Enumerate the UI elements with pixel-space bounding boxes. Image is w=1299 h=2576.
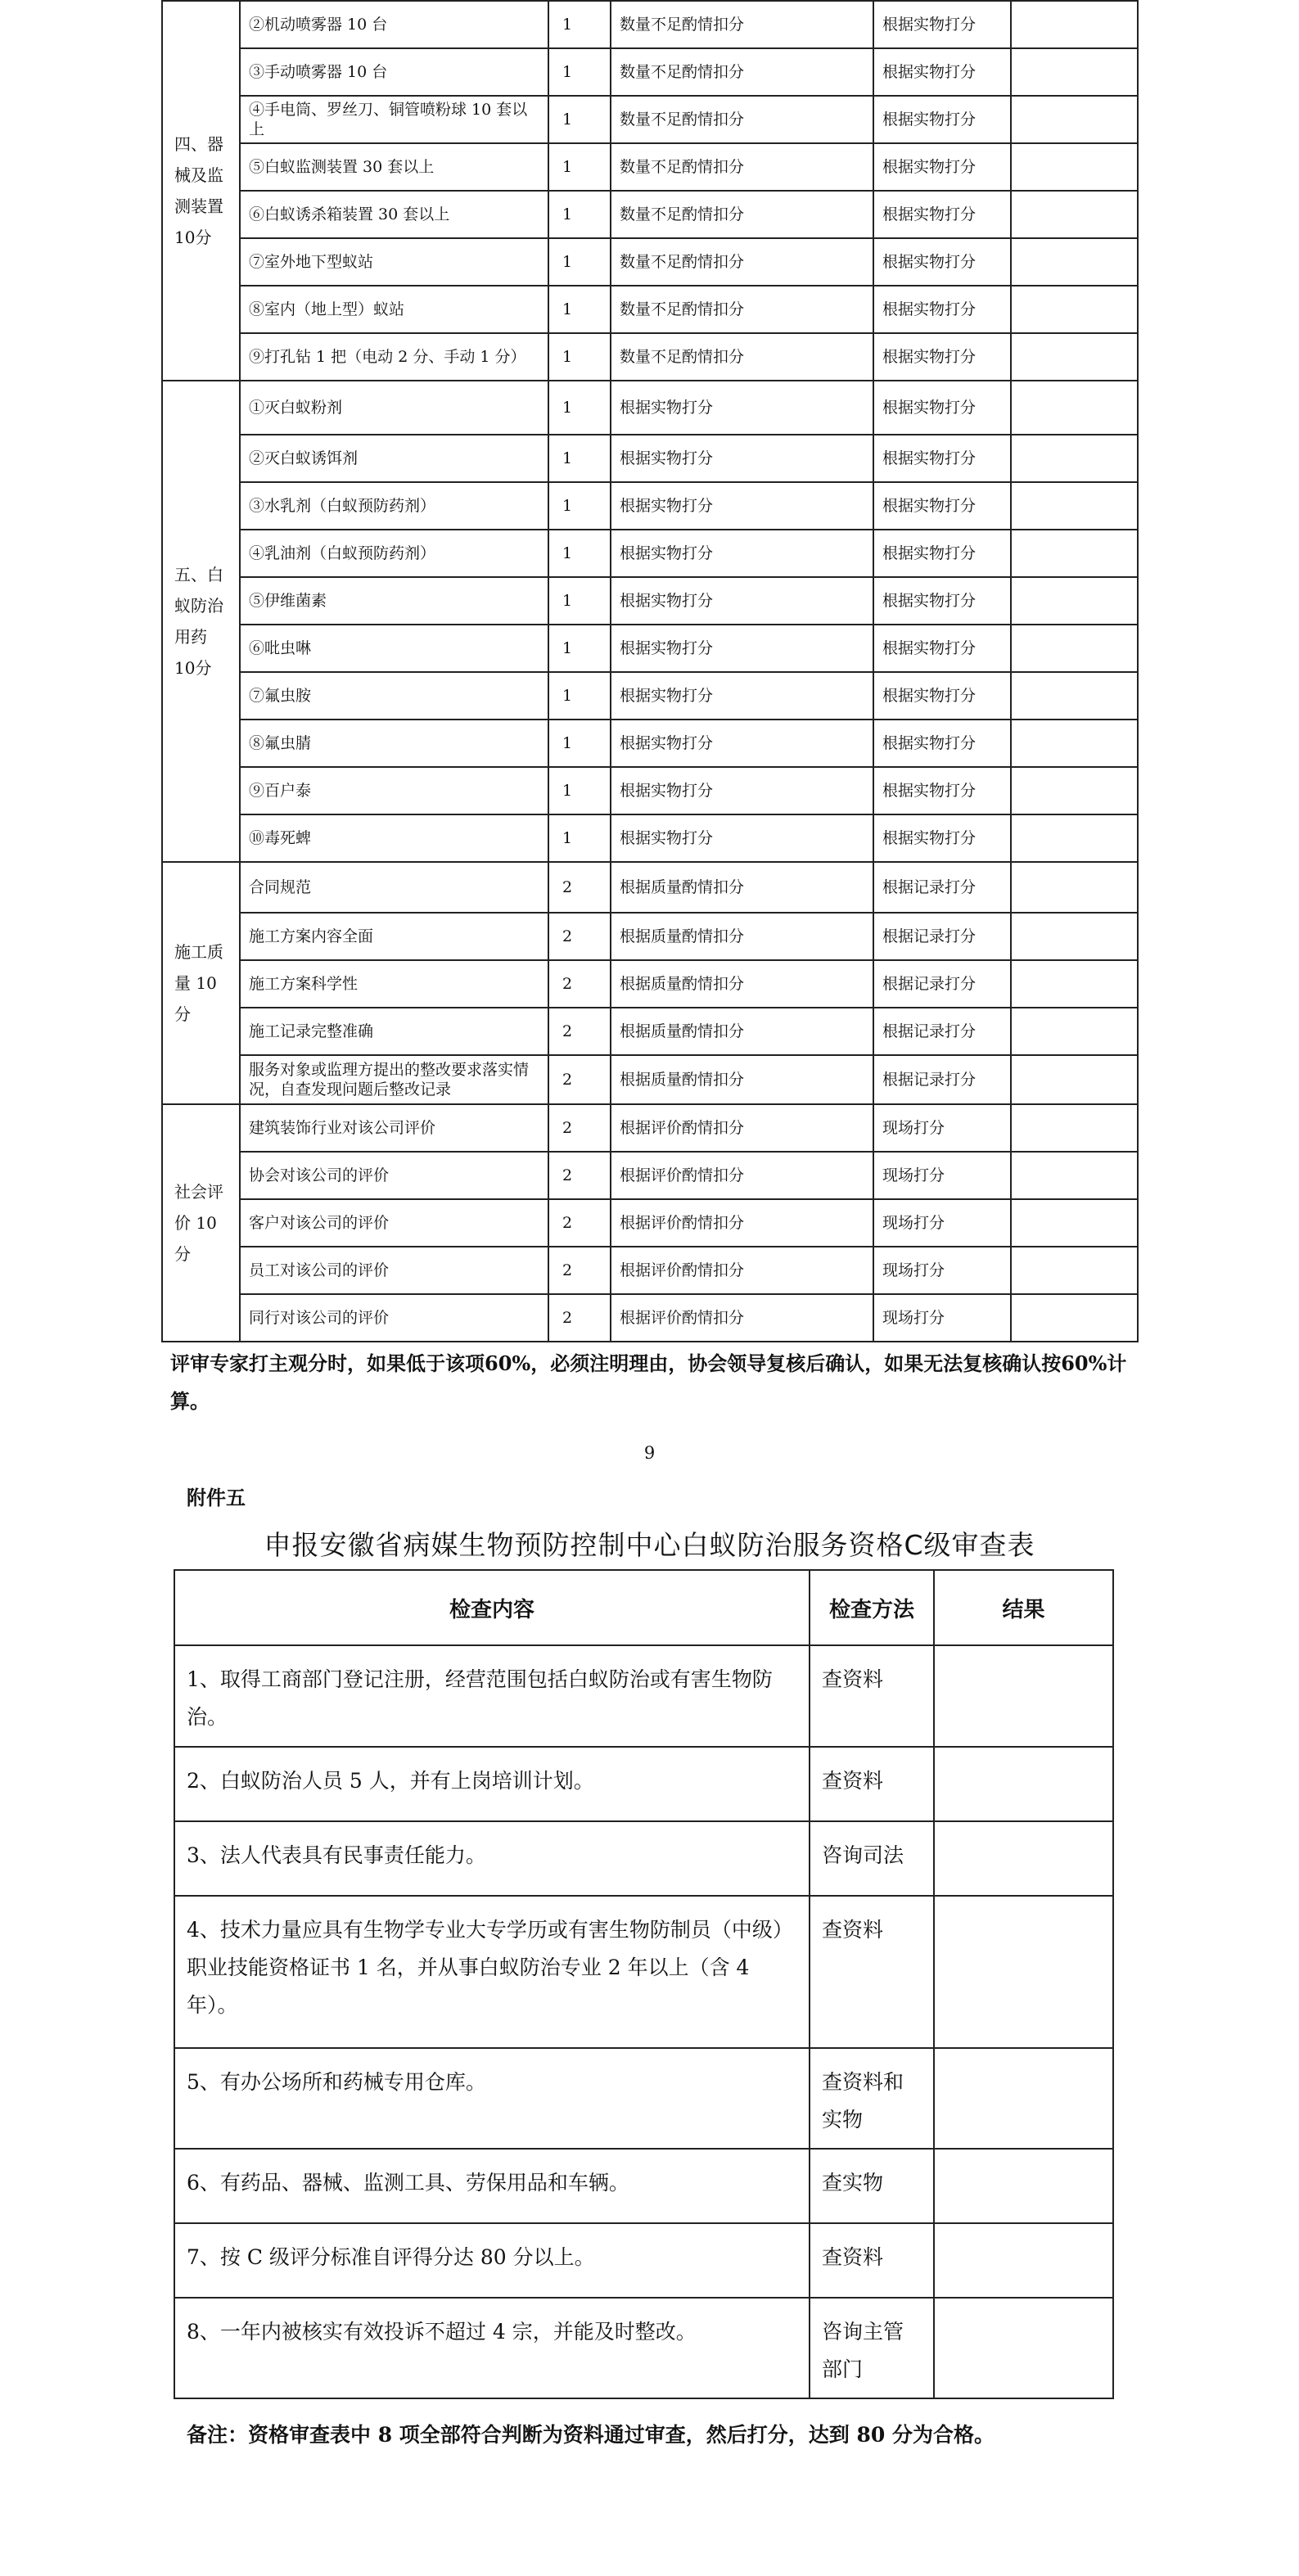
result-cell [1011,238,1138,286]
table-row [174,2298,1113,2398]
item-cell: ④乳油剂（白蚁预防药剂） [240,530,548,577]
method-cell: 根据实物打分 [873,530,1011,577]
check-method-cell: 查资料 [810,1747,934,1821]
standard-cell: 数量不足酌情扣分 [611,96,873,143]
method-cell: 根据实物打分 [873,286,1011,333]
method-cell: 根据实物打分 [873,672,1011,720]
result-cell [1011,1055,1138,1104]
standard-cell: 根据实物打分 [611,381,873,435]
standard-cell: 根据评价酌情扣分 [611,1247,873,1294]
result-cell [934,2149,1113,2223]
table-row [162,672,1138,720]
review-note: 备注：资格审查表中 8 项全部符合判断为资料通过审查，然后打分，达到 80 分为合格。 [187,2423,995,2447]
method-cell: 现场打分 [873,1104,1011,1152]
score-cell: 2 [548,1104,611,1152]
result-cell [934,1747,1113,1821]
item-cell: ④手电筒、罗丝刀、铜管喷粉球 10 套以上 [240,96,548,143]
item-cell: ⑩毒死蜱 [240,814,548,862]
review-table-body [174,1645,1113,2398]
result-cell [1011,960,1138,1008]
result-cell [1011,814,1138,862]
standard-cell: 根据实物打分 [611,482,873,530]
score-cell: 1 [548,333,611,381]
score-cell: 2 [548,1008,611,1055]
method-cell: 根据实物打分 [873,625,1011,672]
result-cell [934,2223,1113,2298]
table-row [162,625,1138,672]
result-cell [1011,435,1138,482]
item-cell: 客户对该公司的评价 [240,1199,548,1247]
check-content-cell: 8、一年内被核实有效投诉不超过 4 宗，并能及时整改。 [174,2298,810,2398]
method-cell: 根据记录打分 [873,1055,1011,1104]
standard-cell: 数量不足酌情扣分 [611,286,873,333]
score-cell: 2 [548,960,611,1008]
check-content-cell: 1、取得工商部门登记注册，经营范围包括白蚁防治或有害生物防治。 [174,1645,810,1747]
item-cell: ⑦氟虫胺 [240,672,548,720]
check-method-cell: 咨询主管部门 [810,2298,934,2398]
item-cell: 员工对该公司的评价 [240,1247,548,1294]
result-cell [934,1645,1113,1747]
result-cell [1011,333,1138,381]
result-cell [1011,48,1138,96]
score-cell: 2 [548,913,611,960]
method-cell: 根据记录打分 [873,913,1011,960]
result-cell [1011,1294,1138,1342]
result-cell [1011,862,1138,913]
check-method-cell: 咨询司法 [810,1821,934,1896]
result-cell [1011,482,1138,530]
score-cell: 1 [548,96,611,143]
table-row [162,1,1138,48]
table-row [162,1055,1138,1104]
result-cell [934,1821,1113,1896]
standard-cell: 数量不足酌情扣分 [611,48,873,96]
table-row [162,333,1138,381]
method-cell: 根据实物打分 [873,96,1011,143]
score-cell: 1 [548,577,611,625]
standard-cell: 根据实物打分 [611,625,873,672]
result-cell [1011,191,1138,238]
score-cell: 1 [548,530,611,577]
score-cell: 1 [548,625,611,672]
standard-cell: 数量不足酌情扣分 [611,238,873,286]
standard-cell: 根据实物打分 [611,435,873,482]
table-row [174,2048,1113,2149]
category-cell: 社会评价 10分 [162,1104,240,1342]
table-row [162,767,1138,814]
result-cell [1011,1,1138,48]
table-row [162,720,1138,767]
table-row [162,143,1138,191]
result-cell [1011,96,1138,143]
score-cell: 1 [548,238,611,286]
score-cell: 2 [548,1152,611,1199]
method-cell: 根据记录打分 [873,1008,1011,1055]
header-result: 结果 [934,1570,1113,1645]
result-cell [1011,1152,1138,1199]
method-cell: 根据实物打分 [873,482,1011,530]
item-cell: 施工记录完整准确 [240,1008,548,1055]
check-method-cell: 查资料 [810,1896,934,2048]
table-row [162,435,1138,482]
score-cell: 1 [548,286,611,333]
table-row [174,2149,1113,2223]
standard-cell: 根据实物打分 [611,720,873,767]
standard-cell: 根据实物打分 [611,814,873,862]
table-row [162,530,1138,577]
score-cell: 1 [548,767,611,814]
table-row [162,482,1138,530]
attachment-label: 附件五 [187,1486,246,1509]
result-cell [934,2298,1113,2398]
method-cell: 根据实物打分 [873,767,1011,814]
item-cell: ⑨百户泰 [240,767,548,814]
score-cell: 2 [548,1199,611,1247]
table-row [174,2223,1113,2298]
method-cell: 根据实物打分 [873,238,1011,286]
item-cell: ③水乳剂（白蚁预防药剂） [240,482,548,530]
item-cell: 施工方案内容全面 [240,913,548,960]
method-cell: 根据实物打分 [873,814,1011,862]
result-cell [1011,286,1138,333]
category-cell: 四、器械及监测装置10分 [162,1,240,381]
check-method-cell: 查资料 [810,1645,934,1747]
table-row [162,814,1138,862]
standard-cell: 根据评价酌情扣分 [611,1199,873,1247]
standard-cell: 根据质量酌情扣分 [611,913,873,960]
standard-cell: 根据实物打分 [611,577,873,625]
table-row [162,1199,1138,1247]
standard-cell: 数量不足酌情扣分 [611,1,873,48]
scoring-table-body [162,1,1138,1342]
table-row [162,1152,1138,1199]
table-row [162,1104,1138,1152]
score-cell: 2 [548,1055,611,1104]
method-cell: 根据实物打分 [873,381,1011,435]
check-content-cell: 4、技术力量应具有生物学专业大专学历或有害生物防制员（中级）职业技能资格证书 1 名，并从事白蚁防治专业 2 年以上（含 4 年）。 [174,1896,810,2048]
item-cell: ②灭白蚁诱饵剂 [240,435,548,482]
item-cell: ⑨打孔钻 1 把（电动 2 分、手动 1 分） [240,333,548,381]
score-cell: 1 [548,672,611,720]
result-cell [1011,913,1138,960]
table-row [162,96,1138,143]
review-table-title: 申报安徽省病媒生物预防控制中心白蚁防治服务资格C级审查表 [264,1529,1035,1561]
table-row [162,1247,1138,1294]
scoring-note: 评审专家打主观分时，如果低于该项60%，必须注明理由，协会领导复核后确认，如果无法复核确认按60%计算。 [170,1351,1127,1413]
scoring-table [161,0,1139,1342]
check-content-cell: 5、有办公场所和药械专用仓库。 [174,2048,810,2149]
table-row [162,48,1138,96]
standard-cell: 根据质量酌情扣分 [611,1055,873,1104]
method-cell: 现场打分 [873,1247,1011,1294]
standard-cell: 根据实物打分 [611,672,873,720]
item-cell: ⑥吡虫啉 [240,625,548,672]
category-cell: 五、白蚁防治用药10分 [162,381,240,862]
result-cell [1011,577,1138,625]
score-cell: 1 [548,814,611,862]
item-cell: ⑦室外地下型蚁站 [240,238,548,286]
item-cell: 同行对该公司的评价 [240,1294,548,1342]
score-cell: 1 [548,435,611,482]
check-content-cell: 2、白蚁防治人员 5 人，并有上岗培训计划。 [174,1747,810,1821]
table-row [174,1896,1113,2048]
item-cell: ②机动喷雾器 10 台 [240,1,548,48]
result-cell [1011,1008,1138,1055]
score-cell: 2 [548,1247,611,1294]
method-cell: 现场打分 [873,1152,1011,1199]
result-cell [1011,381,1138,435]
table-row [162,1008,1138,1055]
method-cell: 根据实物打分 [873,435,1011,482]
standard-cell: 数量不足酌情扣分 [611,333,873,381]
method-cell: 根据实物打分 [873,577,1011,625]
item-cell: ⑤伊维菌素 [240,577,548,625]
item-cell: ①灭白蚁粉剂 [240,381,548,435]
score-cell: 2 [548,862,611,913]
score-cell: 1 [548,48,611,96]
score-cell: 2 [548,1294,611,1342]
standard-cell: 根据评价酌情扣分 [611,1294,873,1342]
check-content-cell: 7、按 C 级评分标准自评得分达 80 分以上。 [174,2223,810,2298]
result-cell [1011,1104,1138,1152]
method-cell: 根据记录打分 [873,862,1011,913]
check-method-cell: 查资料 [810,2223,934,2298]
standard-cell: 根据质量酌情扣分 [611,1008,873,1055]
result-cell [1011,1247,1138,1294]
table-row [162,238,1138,286]
table-row [174,1821,1113,1896]
result-cell [1011,672,1138,720]
table-row [162,1294,1138,1342]
table-row [162,286,1138,333]
standard-cell: 根据实物打分 [611,530,873,577]
score-cell: 1 [548,1,611,48]
result-cell [1011,530,1138,577]
method-cell: 根据实物打分 [873,143,1011,191]
result-cell [1011,143,1138,191]
item-cell: 施工方案科学性 [240,960,548,1008]
page-number: 9 [643,1443,656,1463]
method-cell: 根据实物打分 [873,48,1011,96]
result-cell [1011,767,1138,814]
item-cell: ⑧氟虫腈 [240,720,548,767]
table-row [174,1645,1113,1747]
table-row [162,960,1138,1008]
header-check-content: 检查内容 [174,1570,810,1645]
item-cell: ⑥白蚁诱杀箱装置 30 套以上 [240,191,548,238]
standard-cell: 数量不足酌情扣分 [611,191,873,238]
review-table [174,1569,1114,2399]
review-header-row [174,1570,1113,1645]
check-method-cell: 查资料和实物 [810,2048,934,2149]
result-cell [934,1896,1113,2048]
item-cell: 服务对象或监理方提出的整改要求落实情况，自查发现问题后整改记录 [240,1055,548,1104]
method-cell: 根据实物打分 [873,720,1011,767]
table-row [162,381,1138,435]
check-content-cell: 3、法人代表具有民事责任能力。 [174,1821,810,1896]
standard-cell: 根据实物打分 [611,767,873,814]
item-cell: ⑧室内（地上型）蚁站 [240,286,548,333]
standard-cell: 数量不足酌情扣分 [611,143,873,191]
result-cell [1011,625,1138,672]
standard-cell: 根据质量酌情扣分 [611,862,873,913]
method-cell: 现场打分 [873,1199,1011,1247]
table-row [162,913,1138,960]
category-cell: 施工质量 10分 [162,862,240,1104]
result-cell [934,2048,1113,2149]
table-row [162,862,1138,913]
check-content-cell: 6、有药品、器械、监测工具、劳保用品和车辆。 [174,2149,810,2223]
method-cell: 根据实物打分 [873,333,1011,381]
item-cell: 协会对该公司的评价 [240,1152,548,1199]
method-cell: 根据实物打分 [873,191,1011,238]
header-check-method: 检查方法 [810,1570,934,1645]
item-cell: ⑤白蚁监测装置 30 套以上 [240,143,548,191]
method-cell: 现场打分 [873,1294,1011,1342]
standard-cell: 根据评价酌情扣分 [611,1152,873,1199]
table-row [162,191,1138,238]
result-cell [1011,720,1138,767]
score-cell: 1 [548,720,611,767]
score-cell: 1 [548,143,611,191]
score-cell: 1 [548,482,611,530]
method-cell: 根据记录打分 [873,960,1011,1008]
table-row [162,577,1138,625]
score-cell: 1 [548,381,611,435]
item-cell: 合同规范 [240,862,548,913]
check-method-cell: 查实物 [810,2149,934,2223]
item-cell: ③手动喷雾器 10 台 [240,48,548,96]
method-cell: 根据实物打分 [873,1,1011,48]
result-cell [1011,1199,1138,1247]
score-cell: 1 [548,191,611,238]
standard-cell: 根据质量酌情扣分 [611,960,873,1008]
table-row [174,1747,1113,1821]
item-cell: 建筑装饰行业对该公司评价 [240,1104,548,1152]
standard-cell: 根据评价酌情扣分 [611,1104,873,1152]
